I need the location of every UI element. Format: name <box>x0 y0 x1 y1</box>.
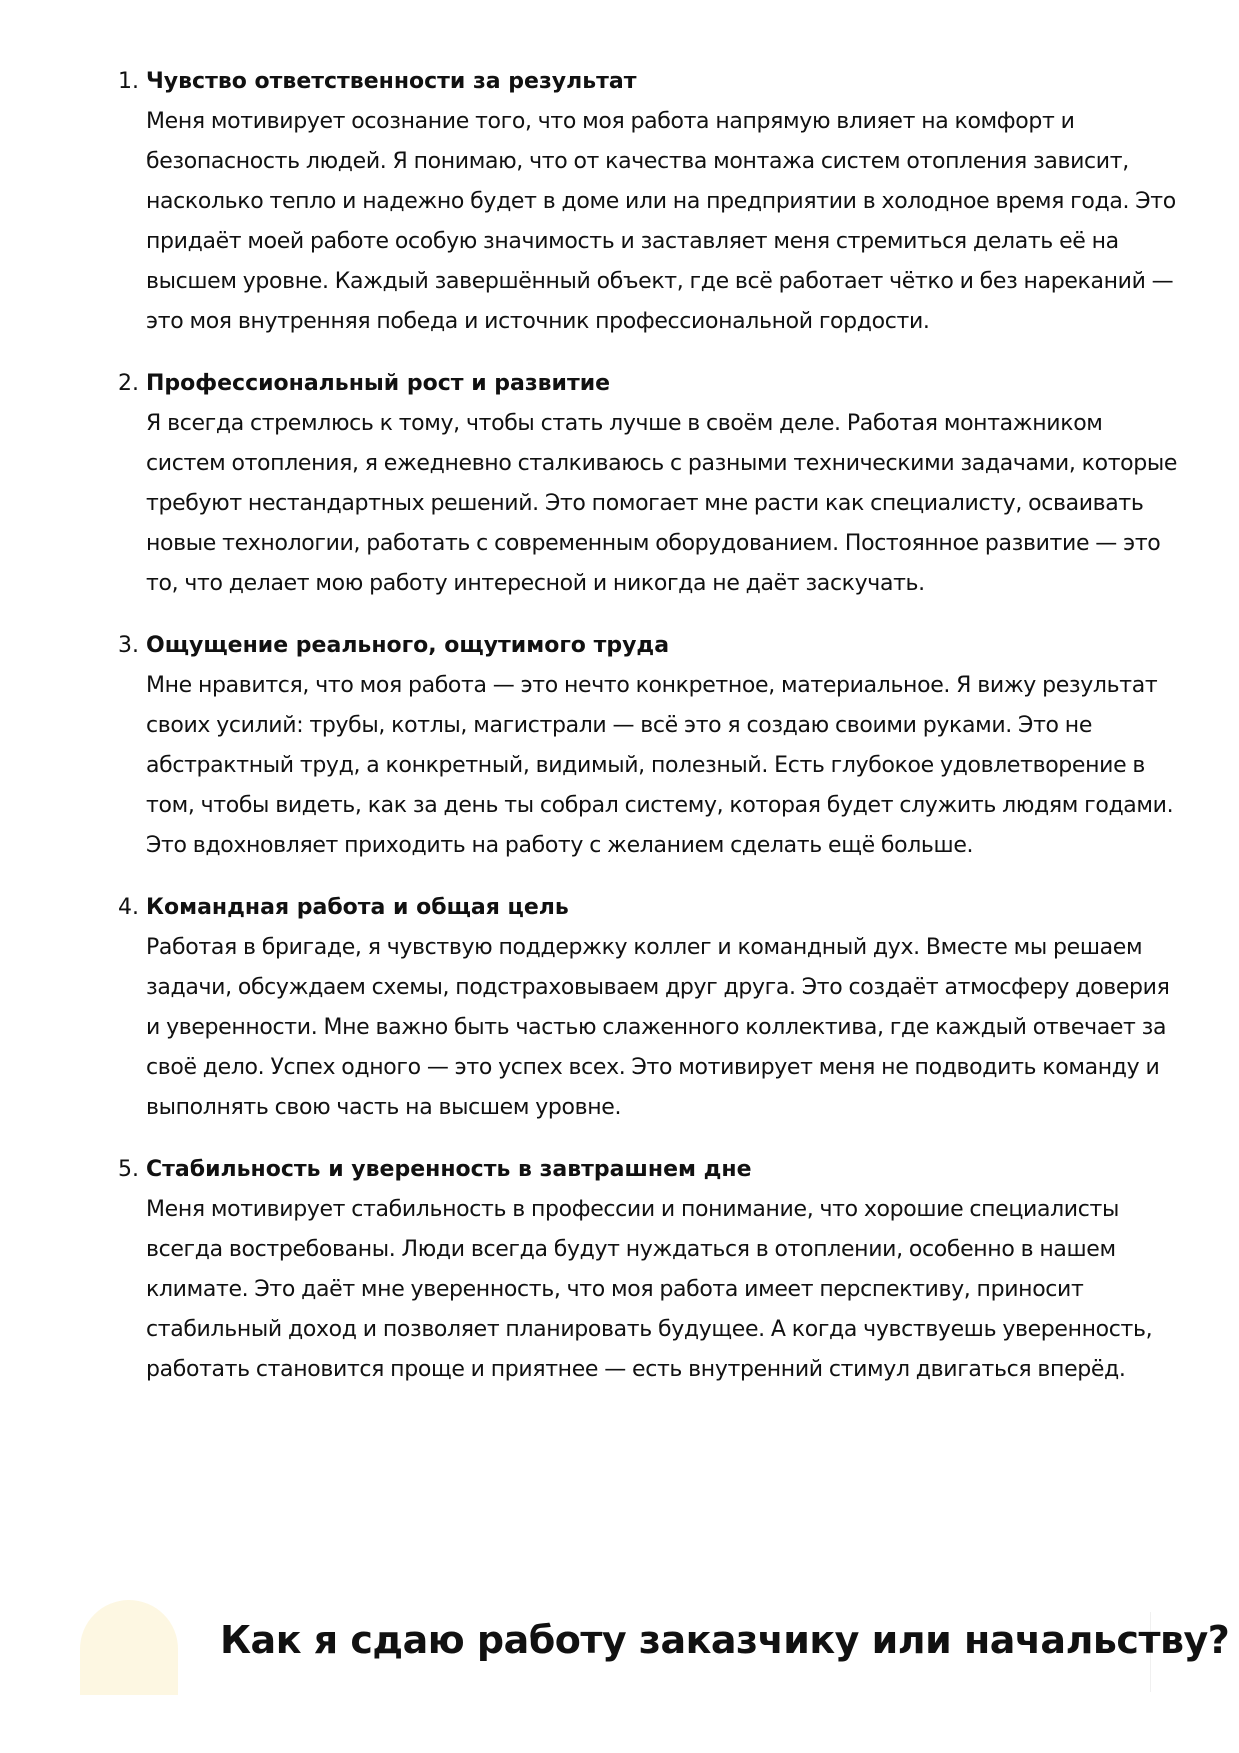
item-text: Я всегда стремлюсь к тому, чтобы стать лучше в своём деле. Работая монтажником систем отопления, я ежедневно сталкиваюсь с разными техническими задачами, которые требуют нестандартных решений. Это помогает мне расти как специалисту, осваивать новые технологии, работать с современным оборудованием. Постоянное развитие — это то, что делает мою работу интересной и никогда не даёт заскучать. <box>146 411 1178 596</box>
item-title: Профессиональный рост и развитие <box>146 371 611 396</box>
motivation-list <box>118 62 1178 1412</box>
item-title: Командная работа и общая цель <box>146 895 569 920</box>
item-text: Работая в бригаде, я чувствую поддержку коллег и командный дух. Вместе мы решаем задачи, обсуждаем схемы, подстраховываем друг друга. Это создаёт атмосферу доверия и уверенности. Мне важно быть частью слаженного коллектива, где каждый отвечает за своё дело. Успех одного — это успех всех. Это мотивирует меня не подводить команду и выполнять свою часть на высшем уровне. <box>146 935 1170 1120</box>
list-item <box>118 364 1178 604</box>
item-title: Стабильность и уверенность в завтрашнем дне <box>146 1157 752 1182</box>
list-item <box>118 62 1178 342</box>
decorative-blob <box>80 1600 178 1695</box>
item-text: Меня мотивирует стабильность в профессии и понимание, что хорошие специалисты всегда востребованы. Люди всегда будут нуждаться в отоплении, особенно в нашем климате. Это даёт мне уверенность, что моя работа имеет перспективу, приносит стабильный доход и позволяет планировать будущее. А когда чувствуешь уверенность, работать становится проще и приятнее — есть внутренний стимул двигаться вперёд. <box>146 1197 1153 1382</box>
list-item <box>118 626 1178 866</box>
item-text: Меня мотивирует осознание того, что моя работа напрямую влияет на комфорт и безопасность людей. Я понимаю, что от качества монтажа систем отопления зависит, насколько тепло и надежно будет в доме или на предприятии в холодное время года. Это придаёт моей работе особую значимость и заставляет меня стремиться делать её на высшем уровне. Каждый завершённый объект, где всё работает чётко и без нареканий — это моя внутренняя победа и источник профессиональной гордости. <box>146 109 1176 334</box>
item-title: Ощущение реального, ощутимого труда <box>146 633 670 658</box>
next-section-header <box>0 1600 1239 1753</box>
item-number: 3. <box>118 633 139 658</box>
list-item <box>118 888 1178 1128</box>
item-title: Чувство ответственности за результат <box>146 69 637 94</box>
item-number: 2. <box>118 371 139 396</box>
item-text: Мне нравится, что моя работа — это нечто конкретное, материальное. Я вижу результат своих усилий: трубы, котлы, магистрали — всё это я создаю своими руками. Это не абстрактный труд, а конкретный, видимый, полезный. Есть глубокое удовлетворение в том, чтобы видеть, как за день ты собрал систему, которая будет служить людям годами. Это вдохновляет приходить на работу с желанием сделать ещё больше. <box>146 673 1174 858</box>
item-number: 5. <box>118 1157 139 1182</box>
item-number: 1. <box>118 69 139 94</box>
list-item <box>118 1150 1178 1390</box>
section-title: Как я сдаю работу заказчику или начальству? <box>220 1618 1230 1662</box>
item-number: 4. <box>118 895 139 920</box>
